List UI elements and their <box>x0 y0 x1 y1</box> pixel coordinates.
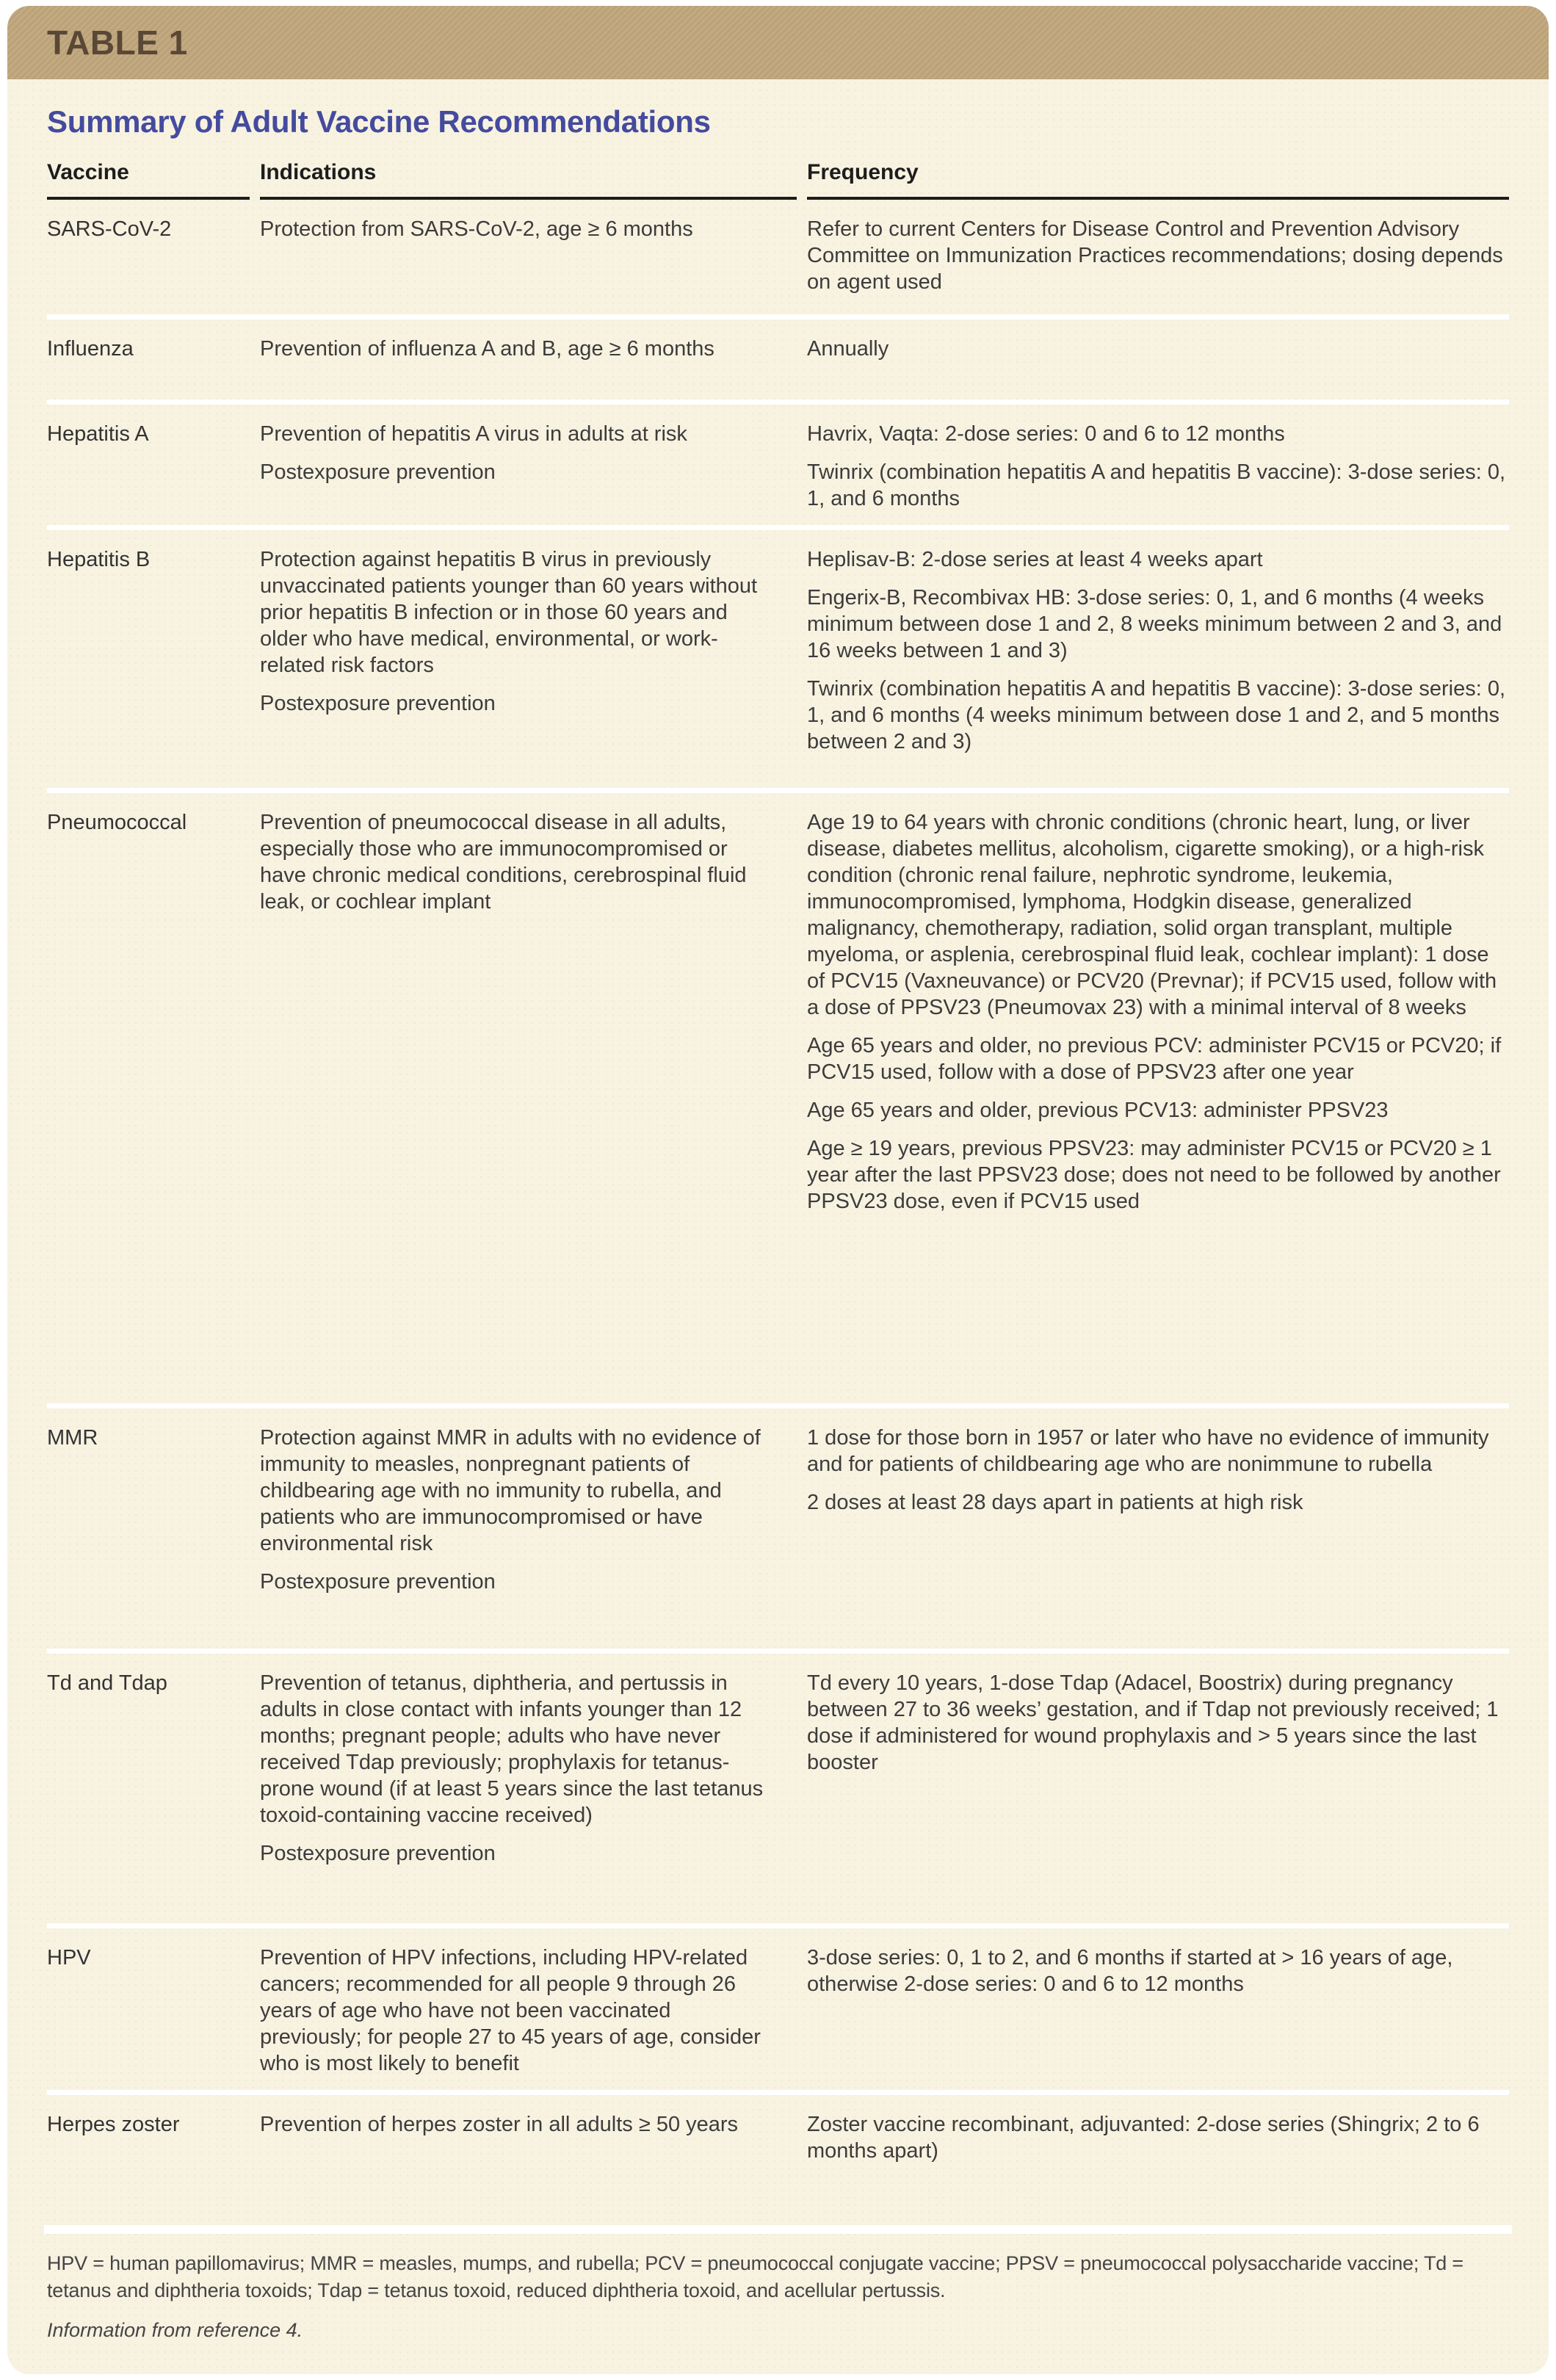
frequency-cell <box>807 421 1509 512</box>
vaccine-cell: Influenza <box>47 337 134 361</box>
vaccine-cell: MMR <box>47 1426 98 1450</box>
cell-paragraph: Prevention of influenza A and B, age ≥ 6 months <box>260 337 714 361</box>
cell-paragraph: Protection against MMR in adults with no evidence of immunity to measles, nonpregnant patients of childbearing age with no immunity to rubella, and patients who are immunocompromised or have environmental risk <box>260 1426 761 1555</box>
footnotes <box>47 2234 1509 2342</box>
vaccine-cell: Herpes zoster <box>47 2113 180 2136</box>
cell-paragraph: Age 19 to 64 years with chronic conditions (chronic heart, lung, or liver disease, diabetes mellitus, alcoholism, cigarette smoking), or a high-risk condition (chronic renal failure, nephrotic syndrome, leukemia, immunocompromised, lymphoma, Hodgkin disease, generalized malignancy, chemotherapy, radiation, solid organ transplant, multiple myeloma, or asplenia, cerebrospinal fluid leak, cochlear implant): 1 dose of PCV15 (Vaxneuvance) or PCV20 (Prevnar); if PCV15 used, follow with a dose of PPSV23 (Pneumovax 23) with a minimal interval of 8 weeks <box>807 811 1497 1019</box>
cell-paragraph: Annually <box>807 337 889 361</box>
cell-paragraph: Protection against hepatitis B virus in previously unvaccinated patients younger than 60 years without prior hepatitis B infection or in those 60 years and older who have medical, environmental, or work-related risk factors <box>260 548 758 677</box>
cell-paragraph: Prevention of hepatitis A virus in adults at risk <box>260 422 687 446</box>
vaccine-cell: Hepatitis B <box>47 548 151 571</box>
cell-paragraph: Age 65 years and older, previous PCV13: administer PPSV23 <box>807 1099 1389 1122</box>
column-header-frequency: Frequency <box>807 160 1509 200</box>
table-header-row <box>47 160 1509 200</box>
cell-paragraph: 1 dose for those born in 1957 or later who have no evidence of immunity and for patients of childbearing age who are nonimmune to rubella <box>807 1426 1489 1476</box>
cell-paragraph: Postexposure prevention <box>260 692 496 715</box>
cell-paragraph: Age ≥ 19 years, previous PPSV23: may administer PCV15 or PCV20 ≥ 1 year after the last PPSV23 dose; does not need to be followed by another PPSV23 dose, even if PCV15 used <box>807 1137 1501 1213</box>
cell-paragraph: Prevention of herpes zoster in all adults ≥ 50 years <box>260 2113 739 2136</box>
table-row <box>47 314 1509 399</box>
table-row <box>47 525 1509 788</box>
column-header-vaccine: Vaccine <box>47 160 250 200</box>
cell-paragraph: 3-dose series: 0, 1 to 2, and 6 months if started at > 16 years of age, otherwise 2-dose series: 0 and 6 to 12 months <box>807 1946 1453 1996</box>
frequency-cell <box>807 546 1509 775</box>
table-body <box>47 200 1509 2225</box>
cell-paragraph: Postexposure prevention <box>260 1842 496 1865</box>
indications-cell <box>260 546 797 775</box>
indications-cell <box>260 1945 797 2077</box>
table-row <box>47 788 1509 1403</box>
frequency-cell <box>807 2111 1509 2212</box>
cell-paragraph: Postexposure prevention <box>260 1570 496 1594</box>
frequency-cell <box>807 1425 1509 1635</box>
cell-paragraph: Refer to current Centers for Disease Control and Prevention Advisory Committee on Immunization Practices recommendations; dosing depends on agent used <box>807 217 1503 294</box>
table-sheet <box>7 79 1549 2374</box>
vaccine-cell: Hepatitis A <box>47 422 149 446</box>
indications-cell <box>260 2111 797 2212</box>
frequency-cell <box>807 1670 1509 1910</box>
cell-paragraph: Engerix-B, Recombivax HB: 3-dose series: 0, 1, and 6 months (4 weeks minimum between dose 1 and 2, 8 weeks minimum between 2 and 3, and 16 weeks between 1 and 3) <box>807 586 1502 662</box>
cell-paragraph: Heplisav-B: 2-dose series at least 4 weeks apart <box>807 548 1263 571</box>
cell-paragraph: Prevention of HPV infections, including HPV-related cancers; recommended for all people 9 through 26 years of age who have not been vaccinated previously; for people 27 to 45 years of age, consider who is most likely to benefit <box>260 1946 761 2075</box>
frequency-cell <box>807 216 1509 301</box>
frequency-cell <box>807 809 1509 1390</box>
table-label: TABLE 1 <box>47 23 188 62</box>
abbreviations-note: HPV = human papillomavirus; MMR = measles, mumps, and rubella; PCV = pneumococcal conjugate vaccine; PPSV = pneumococcal polysaccharide vaccine; Td = tetanus and diphtheria toxoids; Tdap = tetanus toxoid, reduced diphtheria toxoid, and acellular pertussis. <box>47 2252 1463 2301</box>
source-note: Information from reference 4. <box>47 2319 303 2341</box>
cell-paragraph: Prevention of pneumococcal disease in all adults, especially those who are immunocompromised or have chronic medical conditions, cerebrospinal fluid leak, or cochlear implant <box>260 811 747 914</box>
column-header-indications: Indications <box>260 160 797 200</box>
cell-paragraph: Twinrix (combination hepatitis A and hepatitis B vaccine): 3-dose series: 0, 1, and 6 months <box>807 460 1506 510</box>
table-title: Summary of Adult Vaccine Recommendations <box>47 104 711 139</box>
cell-paragraph: Postexposure prevention <box>260 460 496 484</box>
cell-paragraph: Havrix, Vaqta: 2-dose series: 0 and 6 to 12 months <box>807 422 1285 446</box>
indications-cell <box>260 1425 797 1635</box>
indications-cell <box>260 336 797 386</box>
indications-cell <box>260 1670 797 1910</box>
footnote-divider <box>44 2225 1512 2234</box>
vaccine-cell: Td and Tdap <box>47 1671 167 1695</box>
vaccine-cell: SARS-CoV-2 <box>47 217 172 241</box>
indications-cell <box>260 216 797 301</box>
cell-paragraph: Age 65 years and older, no previous PCV: administer PCV15 or PCV20; if PCV15 used, follow with a dose of PPSV23 after one year <box>807 1034 1502 1084</box>
table-band <box>7 6 1549 79</box>
table-row <box>47 1649 1509 1923</box>
vaccine-cell: HPV <box>47 1946 91 1970</box>
cell-paragraph: 2 doses at least 28 days apart in patients at high risk <box>807 1491 1303 1514</box>
cell-paragraph: Protection from SARS-CoV-2, age ≥ 6 months <box>260 217 693 241</box>
cell-paragraph: Zoster vaccine recombinant, adjuvanted: 2-dose series (Shingrix; 2 to 6 months apart) <box>807 2113 1480 2163</box>
table-row <box>47 1923 1509 2090</box>
vaccine-cell: Pneumococcal <box>47 811 187 834</box>
frequency-cell <box>807 1945 1509 2077</box>
cell-paragraph: Td every 10 years, 1-dose Tdap (Adacel, Boostrix) during pregnancy between 27 to 36 weeks’ gestation, and if Tdap not previously received; 1 dose if administered for wound prophylaxis and > 5 years since the last booster <box>807 1671 1499 1774</box>
indications-cell <box>260 809 797 1390</box>
cell-paragraph: Twinrix (combination hepatitis A and hepatitis B vaccine): 3-dose series: 0, 1, and 6 months (4 weeks minimum between dose 1 and 2, and 5 months between 2 and 3) <box>807 677 1506 753</box>
cell-paragraph: Prevention of tetanus, diphtheria, and pertussis in adults in close contact with infants younger than 12 months; pregnant people; adults who have never received Tdap previously; prophylaxis for tetanus-prone wound (if at least 5 years since the last tetanus toxoid-containing vaccine received) <box>260 1671 764 1827</box>
indications-cell <box>260 421 797 512</box>
table-row <box>47 1403 1509 1649</box>
table-row <box>47 399 1509 525</box>
frequency-cell <box>807 336 1509 386</box>
table-row <box>47 2090 1509 2225</box>
table-row <box>47 200 1509 314</box>
